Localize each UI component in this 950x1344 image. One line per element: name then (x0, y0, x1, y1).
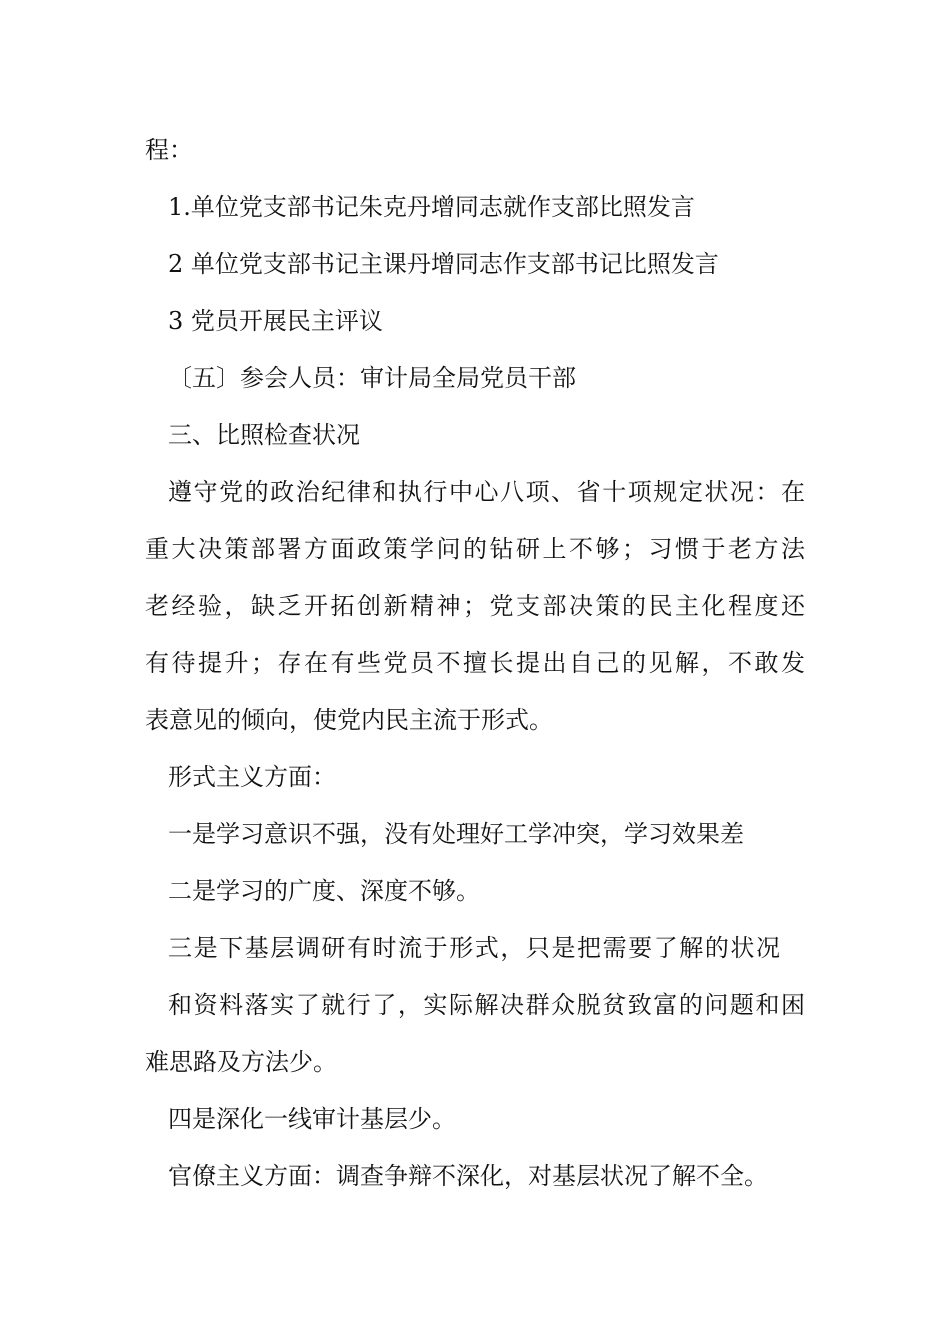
paragraph-discipline-line-3: 老经验，缺乏开拓创新精神；党支部决策的民主化程度还 (145, 592, 805, 620)
paragraph-discipline-line-5: 表意见的倾向，使党内民主流于形式。 (145, 706, 553, 734)
formalism-item-3-line-1: 三是下基层调研有时流于形式，只是把需要了解的状况 (168, 934, 780, 962)
attendees-line: 〔五〕参会人员：审计局全局党员干部 (168, 364, 576, 392)
formalism-item-1: 一是学习意识不强，没有处理好工学冲突，学习效果差 (168, 820, 744, 848)
agenda-item-3: 3 党员开展民主评议 (168, 307, 383, 335)
paragraph-discipline-line-2: 重大决策部署方面政策学问的钻研上不够；习惯于老方法 (145, 535, 805, 563)
agenda-item-1: 1.单位党支部书记朱克丹增同志就作支部比照发言 (168, 193, 695, 221)
formalism-heading: 形式主义方面： (168, 763, 336, 791)
section-heading-3: 三、比照检查状况 (168, 421, 360, 449)
formalism-item-3-line-3: 难思路及方法少。 (145, 1048, 337, 1076)
bureaucratism-line: 官僚主义方面：调查争辩不深化，对基层状况了解不全。 (168, 1162, 768, 1190)
paragraph-discipline-line-4: 有待提升；存在有些党员不擅长提出自己的见解，不敢发 (145, 649, 805, 677)
formalism-item-3-line-2: 和资料落实了就行了，实际解决群众脱贫致富的问题和困 (168, 991, 805, 1019)
formalism-item-2: 二是学习的广度、深度不够。 (168, 877, 480, 905)
text-line-process-label: 程： (145, 136, 193, 164)
paragraph-discipline-line-1: 遵守党的政治纪律和执行中心八项、省十项规定状况：在 (168, 478, 805, 506)
agenda-item-2: 2 单位党支部书记主课丹增同志作支部书记比照发言 (168, 250, 719, 278)
formalism-item-4: 四是深化一线审计基层少。 (168, 1105, 456, 1133)
